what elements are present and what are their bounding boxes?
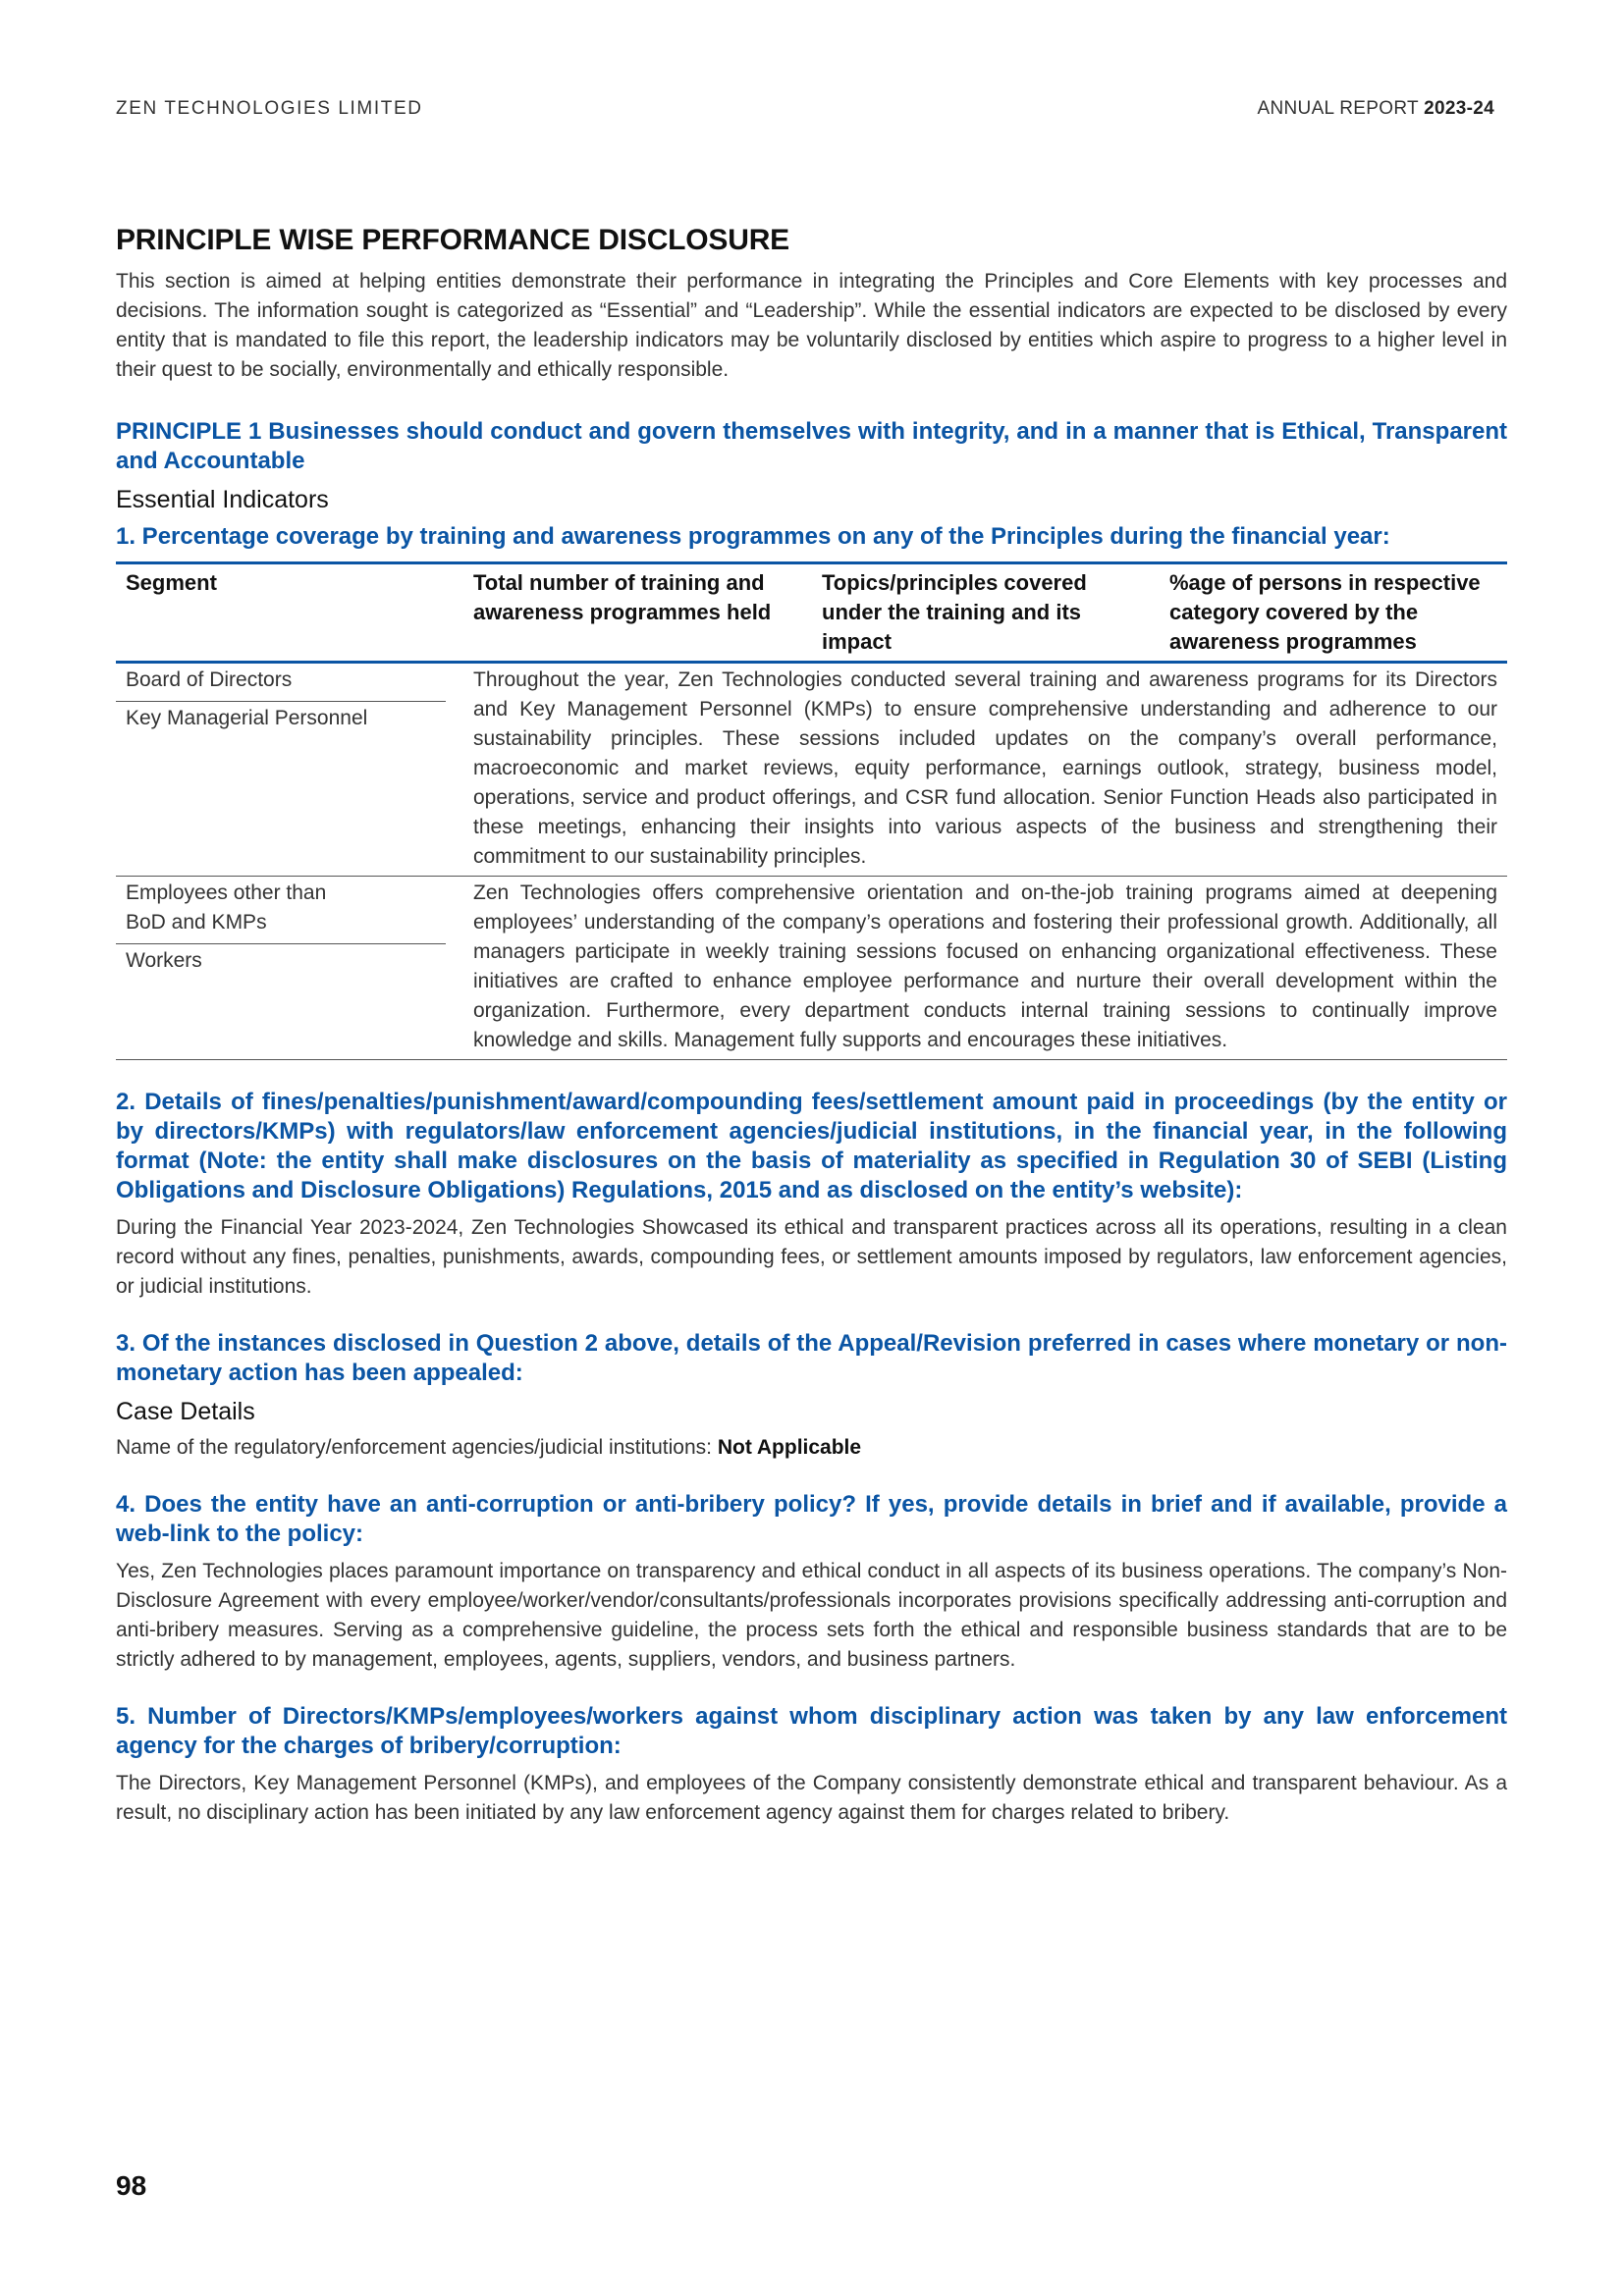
training-coverage-table — [116, 561, 1507, 1060]
column-header: %age of persons in respective category covered by the awareness programmes — [1169, 570, 1481, 654]
question-4 — [116, 1490, 1507, 1675]
report-year: 2023-24 — [1424, 98, 1494, 119]
intro-paragraph: This section is aimed at helping entities demonstrate their performance in integrating the Principles and Core Elements with key processes and decisions. The information sought is categorized as “Essential” and “Leadership”. While the essential indicators are expected to be disclosed by every entity that is mandated to file this report, the leadership indicators may be voluntarily disclosed by entities which aspire to progress to a higher level in their quest to be socially, environmentally and ethically responsible. — [116, 270, 1507, 381]
question-5-heading: 5. Number of Directors/KMPs/employees/workers against whom disciplinary action was taken by any law enforcement agency for the charges of bribery/corruption: — [116, 1703, 1507, 1759]
segment-label: Key Managerial Personnel — [116, 701, 446, 739]
page-title: PRINCIPLE WISE PERFORMANCE DISCLOSURE — [116, 224, 789, 256]
row-description: Throughout the year, Zen Technologies conducted several training and awareness programs for its Directors and Key Management Personnel (KMPs) to ensure comprehensive understanding and adherence to our sustainability principles. These sessions included updates on the company’s overall performance, macroeconomic and market reviews, equity performance, earnings outlook, strategy, business model, operations, service and product offerings, and CSR fund allocation. Senior Function Heads also participated in these meetings, enhancing their insights into various aspects of the business and strengthening their commitment to our sustainability principles. — [473, 668, 1497, 868]
question-2 — [116, 1088, 1507, 1302]
question-1-heading: 1. Percentage coverage by training and awareness programmes on any of the Principles during the financial year: — [116, 523, 1390, 550]
table-row — [116, 663, 1507, 877]
report-title-prefix: ANNUAL REPORT — [1257, 98, 1425, 119]
question-5-answer: The Directors, Key Management Personnel (KMPs), and employees of the Company consistently demonstrate ethical and transparent behaviour. As a result, no disciplinary action has been initiated by any law enforcement agency against them for charges related to bribery. — [116, 1772, 1507, 1824]
segment-label: Board of Directors — [126, 668, 293, 691]
segment-cell — [116, 663, 463, 877]
agency-name-value: Not Applicable — [717, 1436, 862, 1459]
question-4-heading: 4. Does the entity have an anti-corruption or anti-bribery policy? If yes, provide details in brief and if available, provide a web-link to the policy: — [116, 1491, 1507, 1547]
principle-heading: PRINCIPLE 1 Businesses should conduct and govern themselves with integrity, and in a manner that is Ethical, Transparent and Accountable — [116, 418, 1507, 474]
segment-label: Workers — [116, 943, 446, 982]
question-2-answer: During the Financial Year 2023-2024, Zen Technologies Showcased its ethical and transparent practices across all its operations, resulting in a clean record without any fines, penalties, punishments, awards, compounding fees, or settlement amounts imposed by regulators, law enforcement agencies, or judicial institutions. — [116, 1216, 1507, 1298]
table-row — [116, 877, 1507, 1060]
question-5 — [116, 1702, 1507, 1828]
agency-name-line — [116, 1433, 1507, 1463]
question-2-heading: 2. Details of fines/penalties/punishment/award/compounding fees/settlement amount paid in proceedings (by the entity or by directors/KMPs) with regulators/law enforcement agencies/judicial institutions, in the financial year, in the following format (Note: the entity shall make disclosures on the basis of materiality as specified in Regulation 30 of SEBI (Listing Obligations and Disclosure Obligations) Regulations, 2015 and as disclosed on the entity’s website): — [116, 1089, 1507, 1203]
page-number: 98 — [116, 2170, 147, 2201]
segment-label: Employees other than BoD and KMPs — [126, 881, 327, 934]
question-3 — [116, 1329, 1507, 1463]
question-3-heading: 3. Of the instances disclosed in Question 2 above, details of the Appeal/Revision preferred in cases where monetary or non-monetary action has been appealed: — [116, 1330, 1507, 1386]
segment-cell — [116, 877, 463, 1060]
column-header: Total number of training and awareness programmes held — [473, 570, 772, 624]
table-header-row — [116, 563, 1507, 663]
main-content — [116, 224, 1507, 1828]
row-description: Zen Technologies offers comprehensive orientation and on-the-job training programs aimed at deepening employees’ understanding of the company’s operations and fostering their professional growth. Additionally, all managers participate in weekly training sessions focused on enhancing organizational effectiveness. These initiatives are crafted to enhance employee performance and nurture their overall development within the organization. Furthermore, every department conducts internal training sessions to continually improve knowledge and skills. Management fully supports and encourages these initiatives. — [473, 881, 1497, 1051]
column-header: Segment — [126, 570, 217, 595]
column-header: Topics/principles covered under the training and its impact — [822, 570, 1087, 654]
essential-indicators-heading: Essential Indicators — [116, 486, 329, 513]
case-details-heading: Case Details — [116, 1398, 255, 1425]
agency-name-label: Name of the regulatory/enforcement agencies/judicial institutions: — [116, 1436, 718, 1459]
question-4-answer: Yes, Zen Technologies places paramount importance on transparency and ethical conduct in all aspects of its business operations. The company’s Non-Disclosure Agreement with every employee/worker/vendor/consultants/professionals incorporates provisions specifically addressing anti-corruption and anti-bribery measures. Serving as a comprehensive guideline, the process sets forth the ethical and responsible business standards that are to be strictly adhered to by management, employees, agents, suppliers, vendors, and business partners. — [116, 1560, 1507, 1671]
report-title — [1258, 98, 1494, 120]
company-name: ZEN TECHNOLOGIES LIMITED — [116, 98, 423, 119]
